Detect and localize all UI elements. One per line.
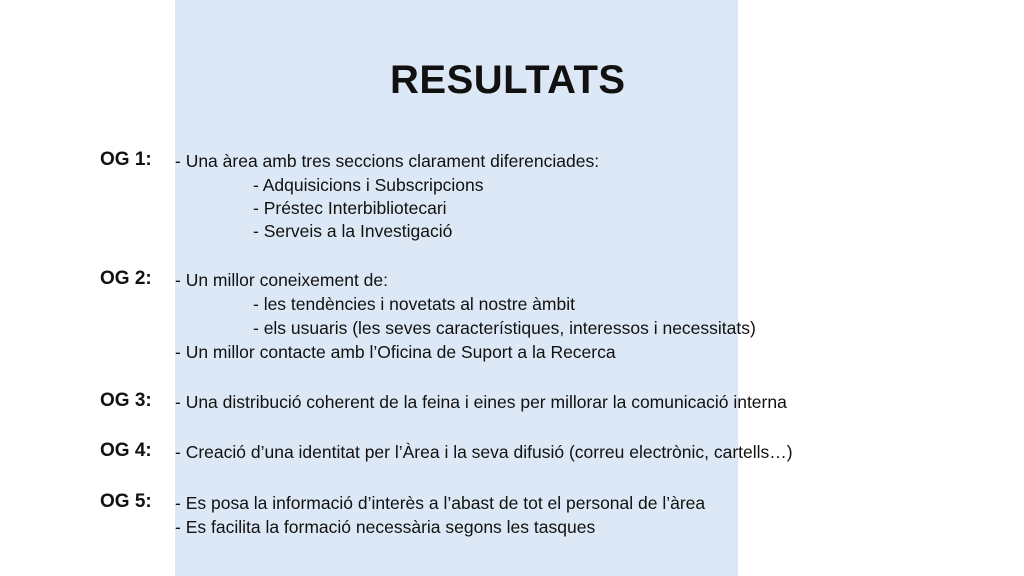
og3-label: OG 3: — [100, 390, 152, 411]
og1-label: OG 1: — [100, 149, 152, 170]
og2-label: OG 2: — [100, 268, 152, 289]
og5-line-1: - Es posa la informació d’interès a l’abast de tot el personal de l’àrea — [175, 493, 706, 513]
slide-title: RESULTATS — [390, 58, 626, 102]
og2-line-2: - les tendències i novetats al nostre àmbit — [253, 294, 575, 314]
og1-line-1: - Una àrea amb tres seccions clarament diferenciades: — [175, 151, 600, 171]
og2-line-4: - Un millor contacte amb l’Oficina de Suport a la Recerca — [175, 342, 616, 362]
og5-line-2: - Es facilita la formació necessària segons les tasques — [175, 517, 596, 537]
og2-line-1: - Un millor coneixement de: — [175, 270, 388, 290]
og1-line-2: - Adquisicions i Subscripcions — [253, 175, 484, 195]
og5-label: OG 5: — [100, 491, 152, 512]
og4-label: OG 4: — [100, 440, 152, 461]
og3-line-1: - Una distribució coherent de la feina i eines per millorar la comunicació interna — [175, 392, 787, 412]
og2-line-3: - els usuaris (les seves característiques, interessos i necessitats) — [253, 318, 756, 338]
og1-line-4: - Serveis a la Investigació — [253, 221, 453, 241]
og1-line-3: - Préstec Interbibliotecari — [253, 198, 447, 218]
og4-line-1: - Creació d’una identitat per l’Àrea i la seva difusió (correu electrònic, cartells…) — [175, 442, 793, 462]
